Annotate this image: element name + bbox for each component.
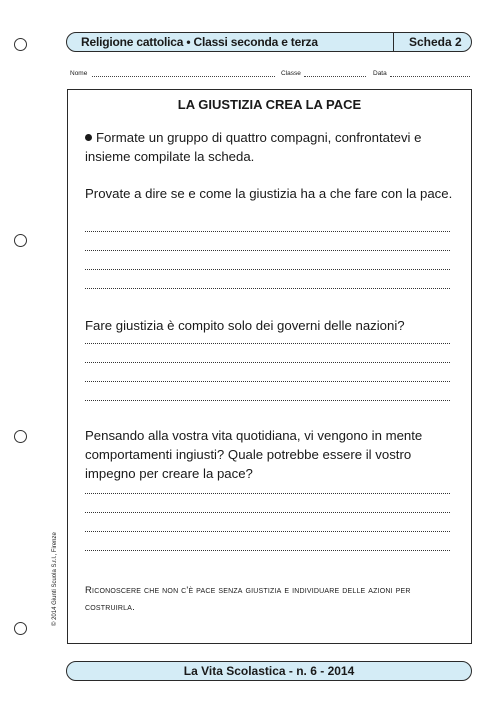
header-bar bbox=[66, 32, 472, 52]
data-field[interactable] bbox=[390, 76, 470, 77]
learning-goal-note: Riconoscere che non c'è pace senza giustizia e individuare delle azioni per costruirla. bbox=[85, 585, 411, 613]
answer-line[interactable] bbox=[85, 343, 450, 344]
classe-label: Classe bbox=[281, 70, 301, 77]
footer-text: La Vita Scolastica - n. 6 - 2014 bbox=[183, 664, 355, 678]
binder-hole-lower-middle bbox=[14, 430, 27, 443]
copyright-notice: © 2014 Giunti Scuola S.r.l., Firenze bbox=[52, 532, 58, 626]
question-3: Pensando alla vostra vita quotidiana, vi vengono in mente comportamenti ingiusti? Quale potrebbe essere il vostro impegno per creare la pace? bbox=[85, 428, 423, 481]
answer-line[interactable] bbox=[85, 493, 450, 494]
binder-hole-upper-middle bbox=[14, 234, 27, 247]
answer-line[interactable] bbox=[85, 362, 450, 363]
nome-label: Nome bbox=[70, 70, 88, 77]
footer-bar bbox=[66, 661, 472, 681]
data-label: Data bbox=[373, 70, 387, 77]
binder-hole-bottom bbox=[14, 622, 27, 635]
sheet-number: Scheda 2 bbox=[409, 35, 462, 49]
answer-line[interactable] bbox=[85, 381, 450, 382]
nome-field[interactable] bbox=[92, 76, 275, 77]
header-divider bbox=[393, 33, 394, 51]
classe-field[interactable] bbox=[304, 76, 366, 77]
instruction bbox=[85, 128, 463, 166]
worksheet-frame bbox=[67, 89, 472, 644]
answer-line[interactable] bbox=[85, 400, 450, 401]
answer-line[interactable] bbox=[85, 512, 450, 513]
binder-hole-top bbox=[14, 38, 27, 51]
answer-line[interactable] bbox=[85, 269, 450, 270]
answer-line[interactable] bbox=[85, 250, 450, 251]
question-1: Provate a dire se e come la giustizia ha a che fare con la pace. bbox=[85, 186, 453, 201]
instruction-text: Formate un gruppo di quattro compagni, confrontatevi e insieme compilate la scheda. bbox=[85, 130, 422, 164]
answer-line[interactable] bbox=[85, 531, 450, 532]
worksheet-title: LA GIUSTIZIA CREA LA PACE bbox=[177, 97, 362, 112]
answer-line[interactable] bbox=[85, 288, 450, 289]
subject-title: Religione cattolica • Classi seconda e terza bbox=[81, 35, 318, 49]
bullet-icon bbox=[85, 134, 92, 141]
question-2: Fare giustizia è compito solo dei governi delle nazioni? bbox=[85, 318, 405, 333]
answer-line[interactable] bbox=[85, 231, 450, 232]
answer-line[interactable] bbox=[85, 550, 450, 551]
